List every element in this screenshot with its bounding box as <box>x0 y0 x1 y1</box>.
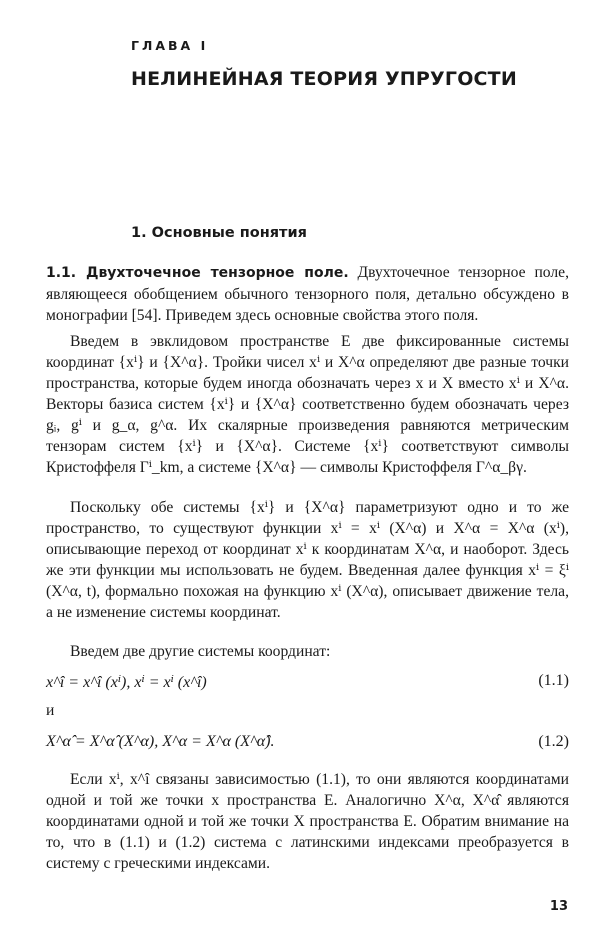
conjunction-text: и <box>46 702 55 719</box>
section-title: 1. Основные понятия <box>131 225 307 241</box>
paragraph-3: Поскольку обе системы {xⁱ} и {X^α} параметризуют одно и то же пространство, то существуют функции xⁱ = xⁱ (X^α) и X^α = X^α (xⁱ), описывающие переход от координат xⁱ к координатам X^α, и наоборот. Здесь же эти функции мы использовать не будем. Введенная далее функция xⁱ = ξⁱ (X^α, t), формально похожая на функцию xⁱ (X^α), описывает движение тела, а не изменение системы координат. <box>46 499 569 621</box>
formula-1-2 <box>46 733 569 757</box>
paragraph-body: Двухточечное тензорное поле, являющееся обобщением обычного тензорного поля, детально обсуждено в монографии [54]. Приведем здесь основные свойства этого поля. <box>46 264 569 324</box>
formula-expression: x^î = x^î (xⁱ), xⁱ = xⁱ (x^î) <box>46 674 207 691</box>
formula-number: (1.1) <box>538 672 569 689</box>
chapter-title: НЕЛИНЕЙНАЯ ТЕОРИЯ УПРУГОСТИ <box>131 68 517 90</box>
paragraph-lead: 1.1. Двухточечное тензорное поле. <box>46 265 349 281</box>
formula-expression: X^α̂ = X^α̂ (X^α), X^α = X^α (X^α̂). <box>46 733 275 750</box>
formula-number: (1.2) <box>538 733 569 750</box>
paragraph-1 <box>46 262 569 326</box>
paragraph-2: Введем в эвклидовом пространстве E две фиксированные системы координат {xⁱ} и {X^α}. Тройки чисел xⁱ и X^α определяют две разные точки пространства, которые будем иногда обозначать через x и X вместо xⁱ и X^α. Векторы базиса систем {xⁱ} и {X^α} соответственно будем обозначать через gᵢ, gⁱ и g_α, g^α. Их скалярные произведения равняются метрическим тензорам систем {xⁱ} и {X^α}. Системе {xⁱ} соответствуют символы Кристоффеля Γⁱ_km, а системе {X^α} — символы Кристоффеля Γ^α_βγ. <box>46 333 569 476</box>
page-number: 13 <box>549 899 568 914</box>
paragraph-5: Если xⁱ, x^î связаны зависимостью (1.1), то они являются координатами одной и той же точки x пространства E. Аналогично X^α, X^α̂ являются координатами одной и той же точки X пространства E. Обратим внимание на то, что в (1.1) и (1.2) система с латинскими индексами преобразуется в систему с греческими индексами. <box>46 771 569 872</box>
paragraph-4: Введем две другие системы координат: <box>70 643 331 660</box>
formula-1-1 <box>46 672 569 696</box>
chapter-label: ГЛАВА I <box>131 38 209 53</box>
